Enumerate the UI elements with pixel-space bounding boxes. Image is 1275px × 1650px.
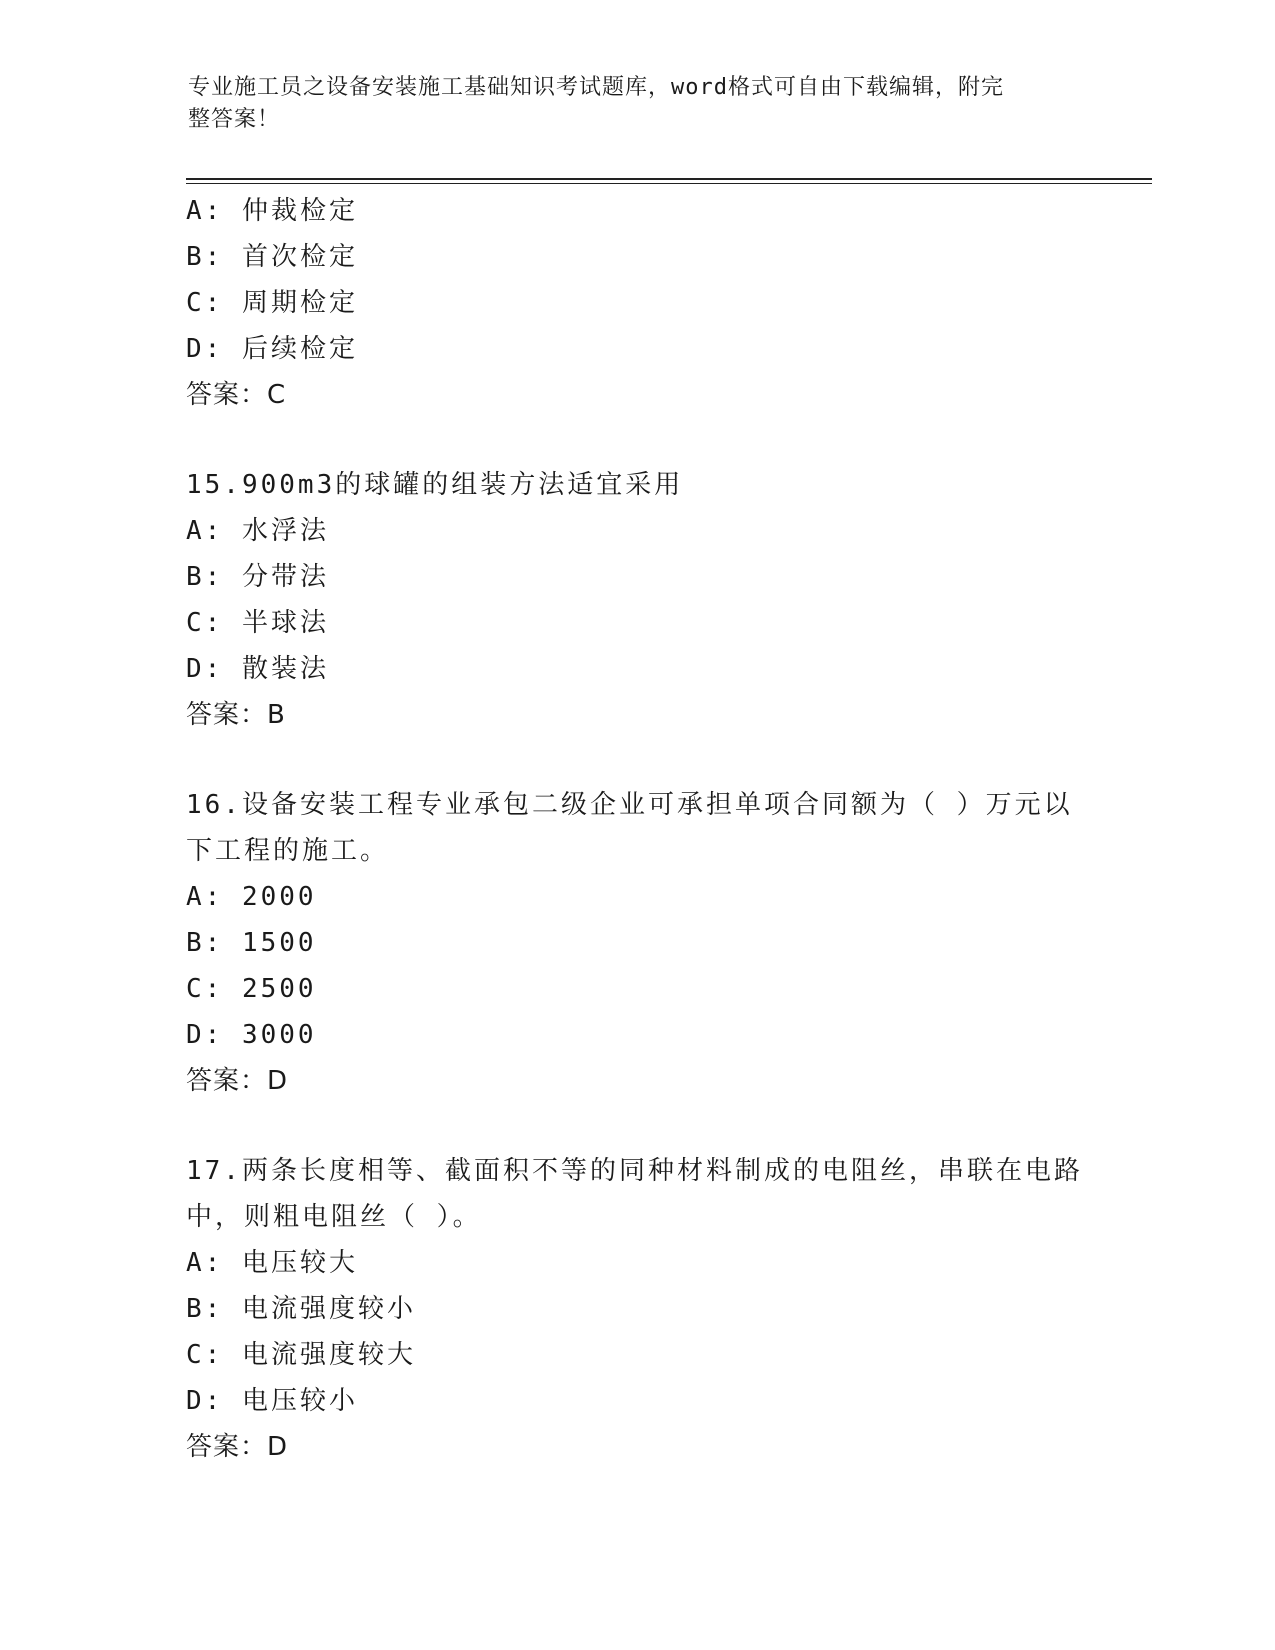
option-d: D: 3000	[186, 1020, 317, 1050]
document-header	[188, 72, 1068, 136]
option-c: C: 周期检定	[186, 288, 358, 318]
header-divider-thin	[186, 183, 1152, 184]
question-17	[186, 1148, 1086, 1470]
header-line-1: 专业施工员之设备安装施工基础知识考试题库，word格式可自由下载编辑，附完	[188, 75, 1004, 100]
option-b: B: 1500	[186, 928, 317, 958]
option-b: B: 电流强度较小	[186, 1294, 416, 1324]
option-c: C: 电流强度较大	[186, 1340, 416, 1370]
question-stem: 15.900m3的球罐的组装方法适宜采用	[186, 470, 684, 500]
option-d: D: 后续检定	[186, 334, 358, 364]
option-b: B: 分带法	[186, 562, 329, 592]
answer-line: 答案：C	[186, 380, 287, 410]
option-a: A: 水浮法	[186, 516, 329, 546]
option-c: C: 半球法	[186, 608, 329, 638]
question-stem-line-1: 16.设备安装工程专业承包二级企业可承担单项合同额为（ ）万元以	[186, 790, 1073, 820]
answer-line: 答案：D	[186, 1432, 289, 1462]
header-line-2: 整答案！	[188, 107, 281, 132]
header-divider-thick	[186, 178, 1152, 180]
question-list	[186, 188, 1086, 1470]
question-stem-line-2: 中，则粗电阻丝（ ）。	[186, 1202, 482, 1232]
option-b: B: 首次检定	[186, 242, 358, 272]
option-d: D: 电压较小	[186, 1386, 358, 1416]
option-a: A: 电压较大	[186, 1248, 358, 1278]
question-stem-line-2: 下工程的施工。	[186, 836, 390, 866]
option-c: C: 2500	[186, 974, 317, 1004]
option-a: A: 2000	[186, 882, 317, 912]
option-a: A: 仲裁检定	[186, 196, 358, 226]
question-15	[186, 462, 1086, 738]
spacer	[186, 1104, 1086, 1148]
answer-line: 答案：D	[186, 1066, 289, 1096]
question-14	[186, 188, 1086, 418]
answer-line: 答案：B	[186, 700, 286, 730]
question-stem-line-1: 17.两条长度相等、截面积不等的同种材料制成的电阻丝，串联在电路	[186, 1156, 1083, 1186]
spacer	[186, 418, 1086, 462]
option-d: D: 散装法	[186, 654, 329, 684]
spacer	[186, 738, 1086, 782]
question-16	[186, 782, 1086, 1104]
